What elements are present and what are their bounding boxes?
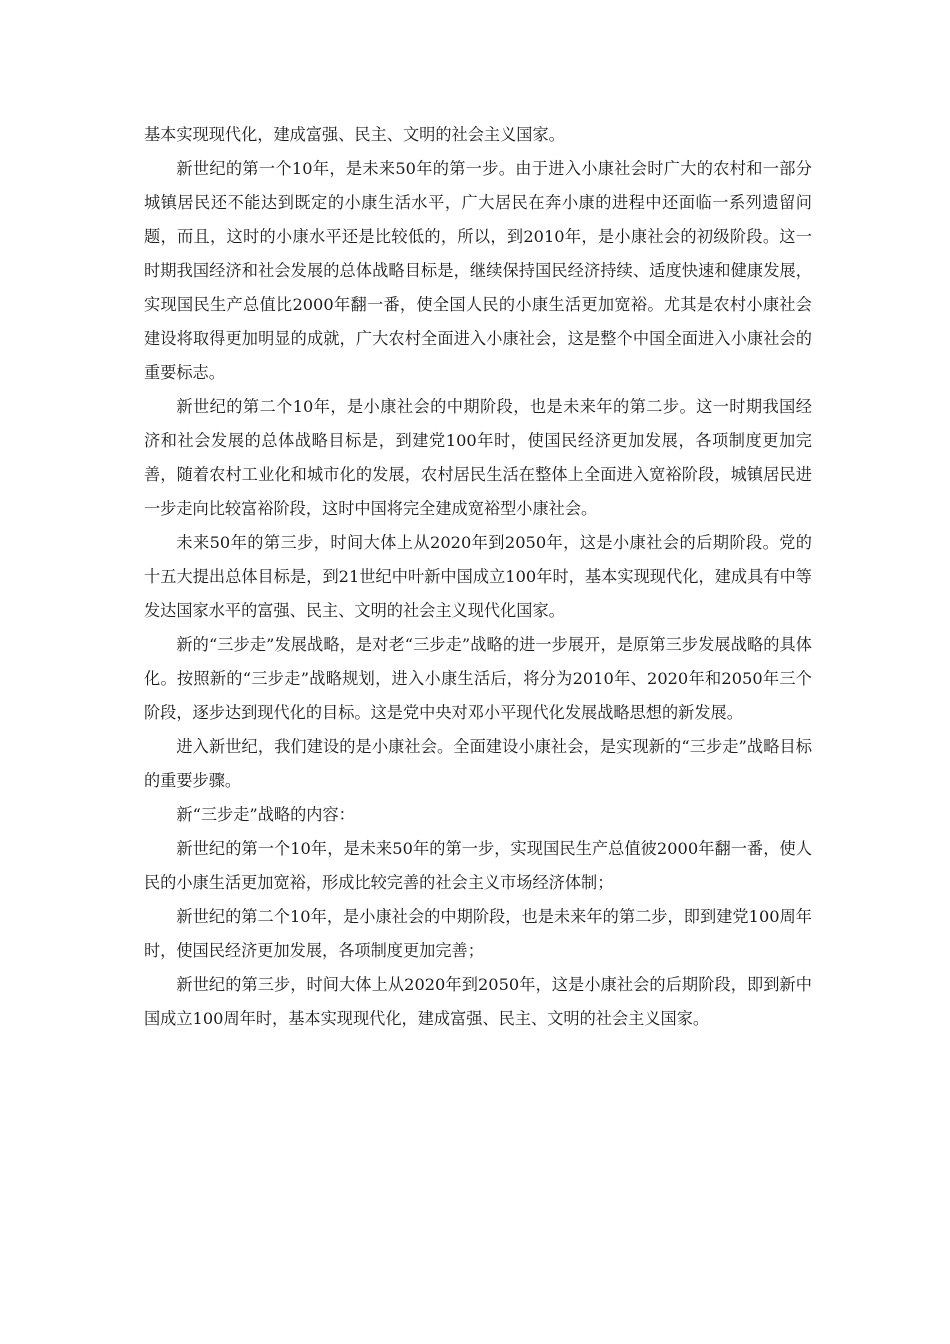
paragraph-strategy-content-heading: 新“三步走”战略的内容： xyxy=(176,805,355,824)
paragraph-step-three: 新世纪的第三步，时间大体上从2020年到2050年，这是小康社会的后期阶段，即到新中国成立100周年时，基本实现现代化，建成富强、民主、文明的社会主义国家。 xyxy=(144,975,812,1028)
paragraph-step-one: 新世纪的第一个10年，是未来50年的第一步，实现国民生产总值彼2000年翻一番，使人民的小康生活更加宽裕，形成比较完善的社会主义市场经济体制； xyxy=(144,839,812,892)
paragraph-second-decade: 新世纪的第二个10年，是小康社会的中期阶段，也是未来年的第二步。这一时期我国经济和社会发展的总体战略目标是，到建党100年时，使国民经济更加发展，各项制度更加完善，随着农村工业化和城市化的发展，农村居民生活在整体上全面进入宽裕阶段，城镇居民进一步走向比较富裕阶段，这时中国将完全建成宽裕型小康社会。 xyxy=(144,397,812,518)
document-body xyxy=(144,118,812,1036)
paragraph-step-two: 新世纪的第二个10年，是小康社会的中期阶段，也是未来年的第二步，即到建党100周年时，使国民经济更加发展，各项制度更加完善； xyxy=(144,907,812,960)
paragraph-third-step: 未来50年的第三步，时间大体上从2020年到2050年，这是小康社会的后期阶段。党的十五大提出总体目标是，到21世纪中叶新中国成立100年时，基本实现现代化，建成具有中等发达国家水平的富强、民主、文明的社会主义现代化国家。 xyxy=(144,533,812,620)
paragraph-new-century: 进入新世纪，我们建设的是小康社会。全面建设小康社会，是实现新的“三步走”战略目标的重要步骤。 xyxy=(144,737,812,790)
paragraph-new-three-step-strategy: 新的“三步走”发展战略，是对老“三步走”战略的进一步展开，是原第三步发展战略的具体化。按照新的“三步走”战略规划，进入小康生活后，将分为2010年、2020年和2050年三个阶段，逐步达到现代化的目标。这是党中央对邓小平现代化发展战略思想的新发展。 xyxy=(144,635,812,722)
paragraph-first-decade: 新世纪的第一个10年，是未来50年的第一步。由于进入小康社会时广大的农村和一部分城镇居民还不能达到既定的小康生活水平，广大居民在奔小康的进程中还面临一系列遗留问题，而且，这时的小康水平还是比较低的，所以，到2010年，是小康社会的初级阶段。这一时期我国经济和社会发展的总体战略目标是，继续保持国民经济持续、适度快速和健康发展，实现国民生产总值比2000年翻一番，使全国人民的小康生活更加宽裕。尤其是农村小康社会建设将取得更加明显的成就，广大农村全面进入小康社会，这是整个中国全面进入小康社会的重要标志。 xyxy=(144,159,812,382)
paragraph-continued: 基本实现现代化，建成富强、民主、文明的社会主义国家。 xyxy=(144,125,565,144)
